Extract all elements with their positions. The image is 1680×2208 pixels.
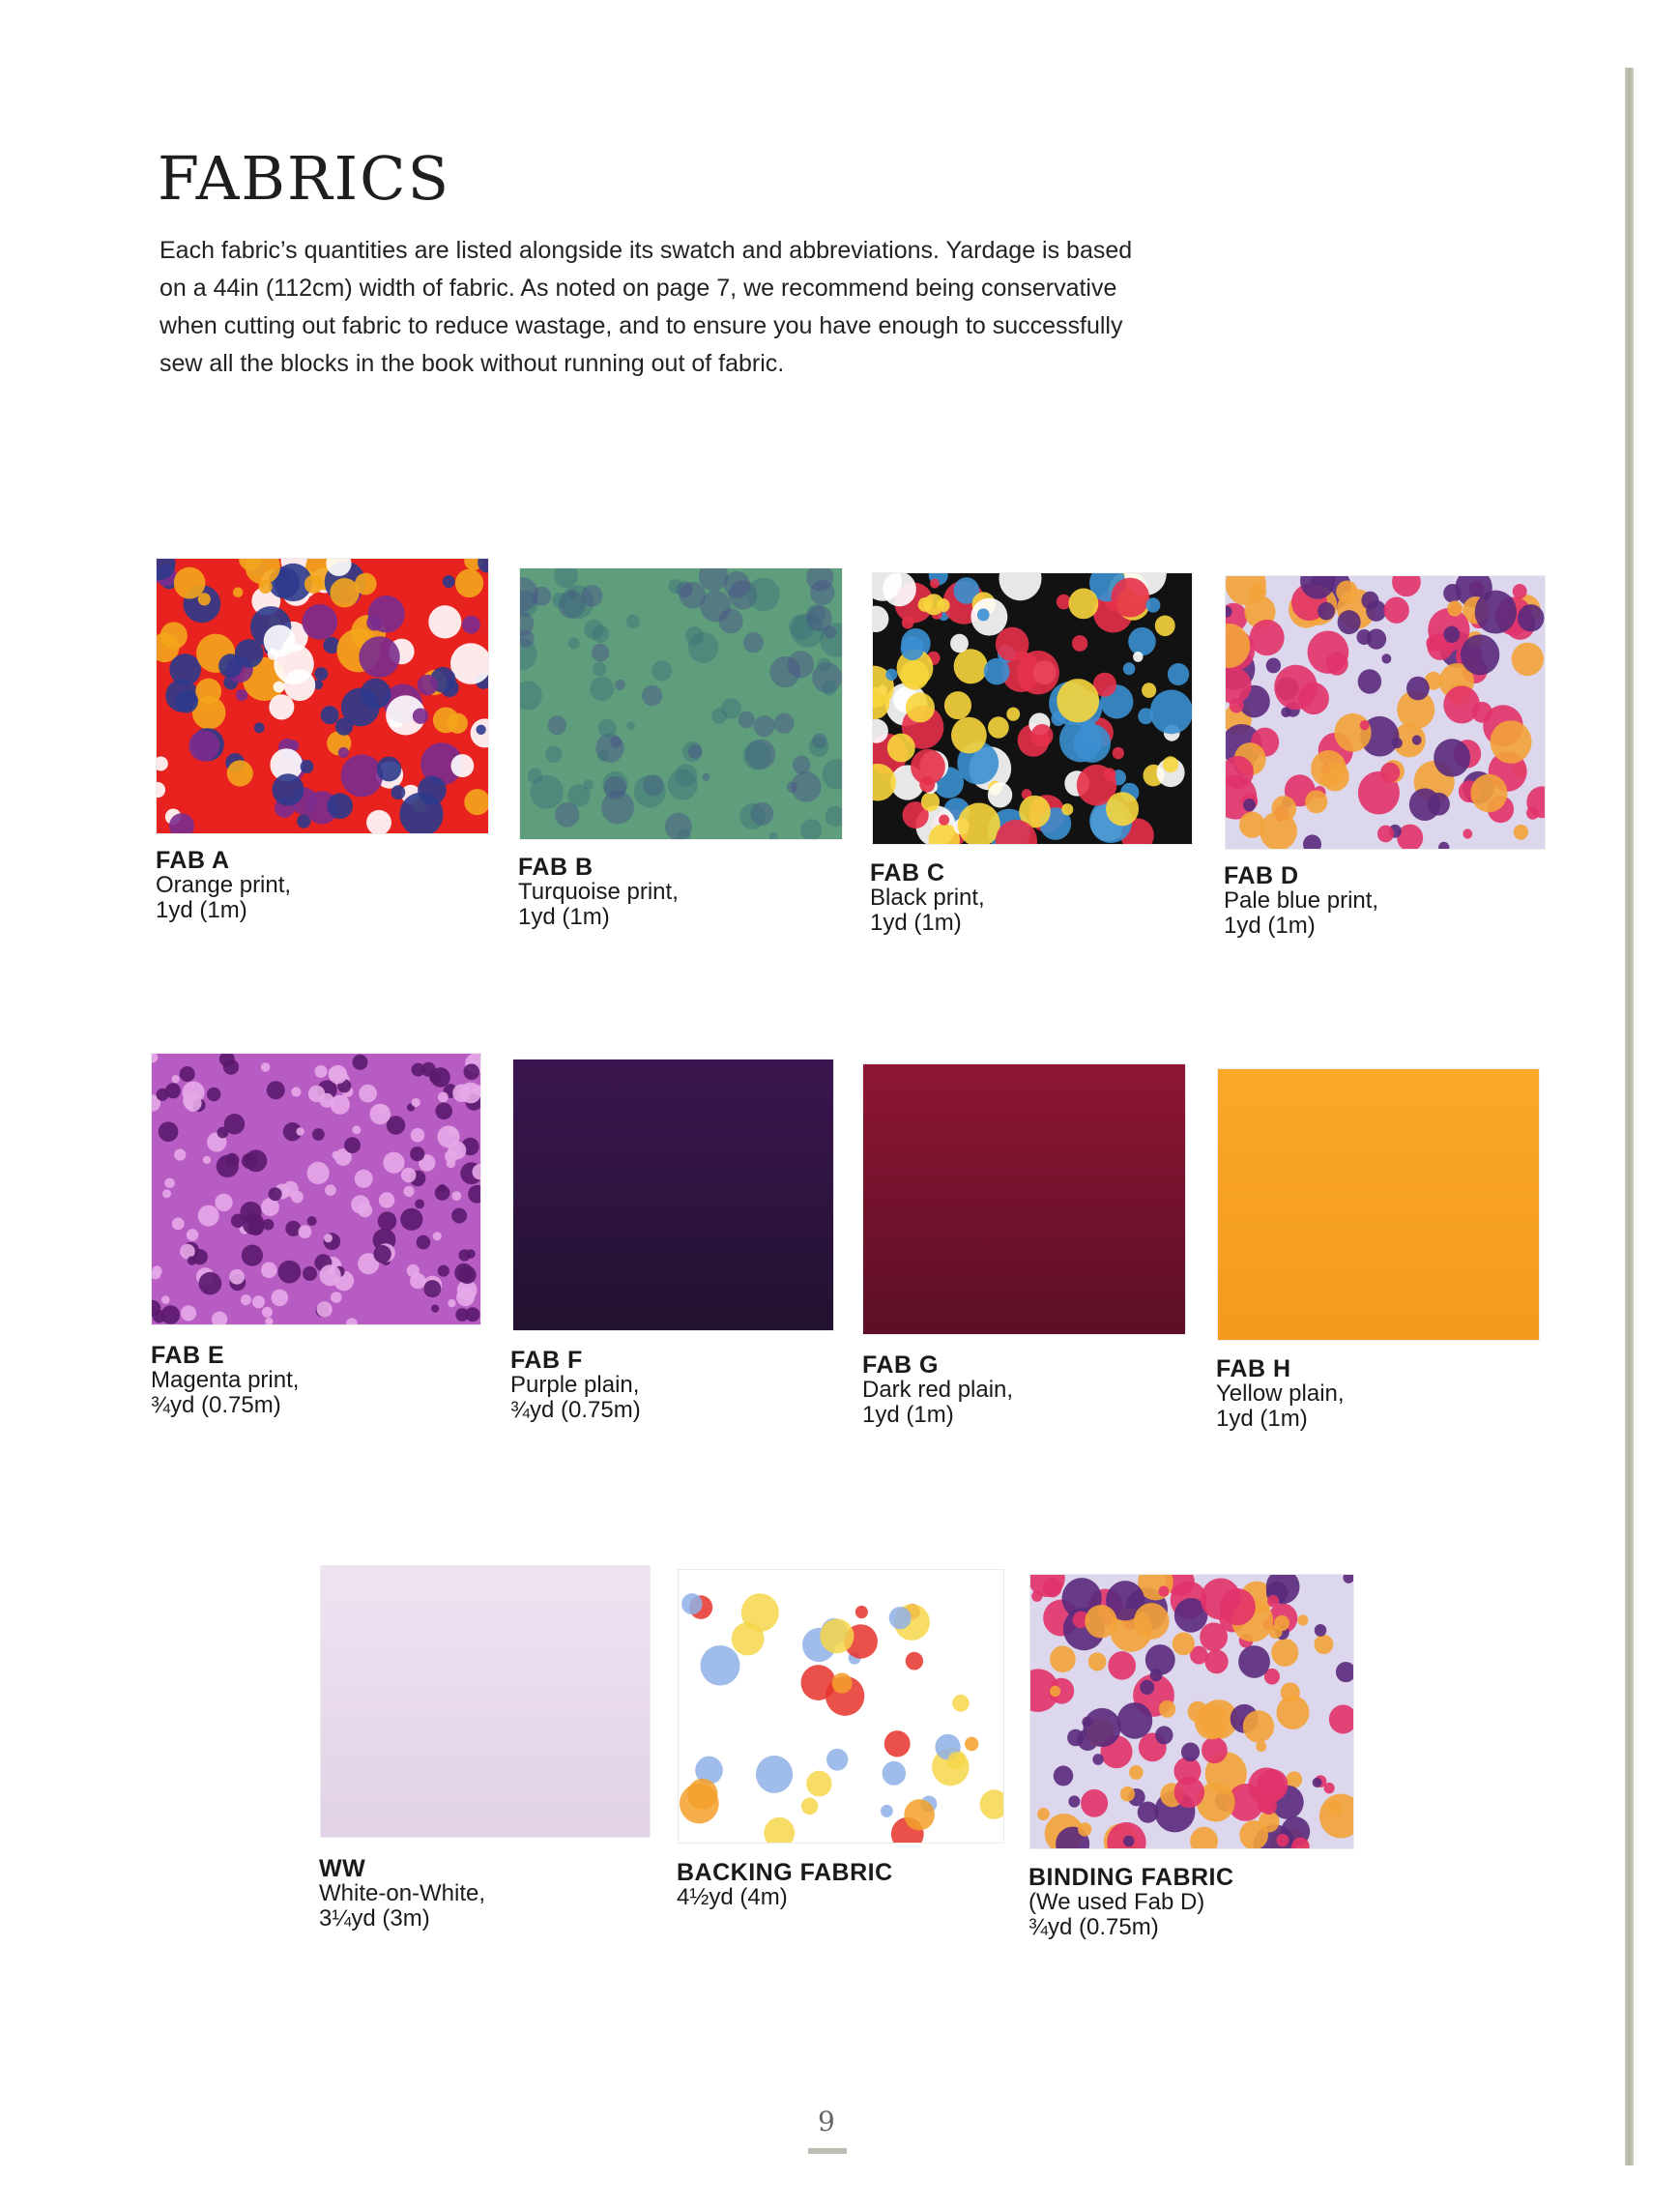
fabric-swatch-backing <box>679 1570 1003 1843</box>
fabric-code: BINDING FABRIC <box>1028 1864 1234 1891</box>
page-number-rule <box>808 2148 847 2154</box>
fabric-swatch-fab-f <box>513 1060 833 1330</box>
fabric-quantity: 1yd (1m) <box>1224 913 1316 939</box>
fabric-caption-fab-g <box>862 1352 1013 1428</box>
fabric-swatch-fab-h <box>1218 1069 1539 1340</box>
fabric-caption-fab-e <box>151 1343 299 1418</box>
fabric-description: Purple plain, <box>510 1372 640 1398</box>
page-number: 9 <box>818 2106 835 2137</box>
intro-paragraph: Each fabric’s quantities are listed alongside its swatch and abbreviations. Yardage is based on a 44in (112cm) width of fabric. As noted on page 7, we recommend being conservative when cutting out fabric to reduce wastage, and to ensure you have enough to successfully sew all the blocks in the book without running out of fabric. <box>159 237 1133 377</box>
fabric-quantity: 1yd (1m) <box>156 897 247 923</box>
page-title: FABRICS <box>158 143 451 214</box>
fabric-code: FAB D <box>1224 862 1299 889</box>
fabric-description: Turquoise print, <box>518 879 679 905</box>
fabric-description: Black print, <box>870 885 985 911</box>
fabric-description: Magenta print, <box>151 1367 300 1393</box>
fabric-description: Yellow plain, <box>1216 1380 1345 1407</box>
fabric-description: Dark red plain, <box>862 1377 1014 1403</box>
fabric-swatch-fab-a <box>157 559 488 833</box>
fabric-quantity: 1yd (1m) <box>518 904 610 930</box>
fabric-quantity: 3¼yd (3m) <box>319 1905 430 1932</box>
fabric-caption-ww <box>319 1856 485 1932</box>
fabric-code: FAB C <box>870 859 945 886</box>
fabric-quantity: ¾yd (0.75m) <box>510 1397 641 1423</box>
fabric-quantity: ¾yd (0.75m) <box>151 1392 281 1418</box>
fabric-description: White-on-White, <box>319 1880 486 1906</box>
fabric-description: Orange print, <box>156 872 292 898</box>
fabric-swatch-fab-g <box>863 1064 1185 1334</box>
fabric-caption-fab-c <box>870 860 985 936</box>
fabric-quantity: ¾yd (0.75m) <box>1028 1914 1159 1940</box>
fabric-code: FAB B <box>518 854 594 881</box>
fabric-code: FAB H <box>1216 1355 1291 1382</box>
fabric-swatch-fab-c <box>873 573 1192 844</box>
fabric-code: FAB E <box>151 1342 225 1369</box>
fabric-swatch-fab-d <box>1226 576 1545 849</box>
page-edge-shadow <box>1625 68 1634 2165</box>
fabric-caption-fab-b <box>518 855 679 930</box>
fabric-description: (We used Fab D) <box>1028 1889 1205 1915</box>
fabric-caption-binding <box>1028 1865 1234 1940</box>
fabric-code: FAB F <box>510 1347 583 1374</box>
fabric-code: WW <box>319 1855 366 1882</box>
fabric-quantity: 1yd (1m) <box>870 910 962 936</box>
fabric-caption-fab-f <box>510 1348 641 1423</box>
fabric-description: Pale blue print, <box>1224 887 1379 914</box>
fabric-quantity: 1yd (1m) <box>1216 1406 1308 1432</box>
fabric-swatch-fab-e <box>152 1054 480 1324</box>
fabric-swatch-binding <box>1030 1575 1353 1848</box>
fabric-caption-fab-h <box>1216 1356 1345 1432</box>
fabric-swatch-fab-b <box>520 568 842 839</box>
fabric-code: FAB G <box>862 1351 939 1379</box>
fabric-quantity: 4½yd (4m) <box>677 1884 788 1910</box>
fabric-code: BACKING FABRIC <box>677 1859 893 1886</box>
fabric-caption-fab-a <box>156 848 291 923</box>
fabric-caption-fab-d <box>1224 863 1378 939</box>
fabric-quantity: 1yd (1m) <box>862 1402 954 1428</box>
fabric-code: FAB A <box>156 847 230 874</box>
fabric-caption-backing <box>677 1860 893 1910</box>
fabric-swatch-ww <box>321 1566 650 1837</box>
